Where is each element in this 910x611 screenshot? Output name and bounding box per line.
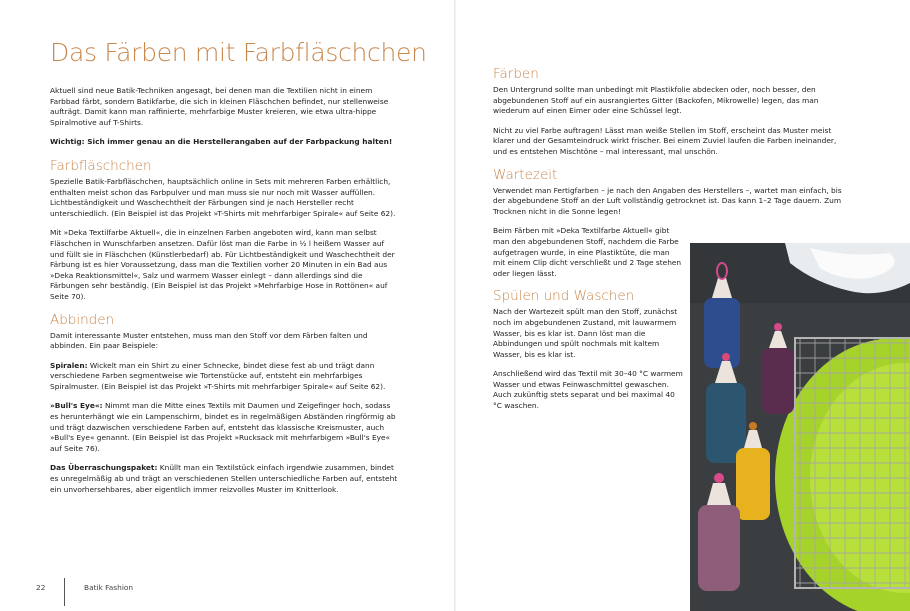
term-spiralen: Spiralen: (50, 360, 88, 370)
page-title: Das Färben mit Farbfläschchen (50, 38, 427, 67)
spuelen-paragraph-2: Anschließend wird das Textil mit 30–40 °C warmem Wasser und etwas Feinwaschmittel gewaschen. Auch zukünftig stets separat und bei maximal 40 °C waschen. (493, 369, 683, 411)
dye-bottles-photo (690, 243, 910, 611)
heading-faerben: Färben (493, 66, 539, 82)
warning-paragraph (50, 137, 398, 148)
term-bulls-eye: »Bull's Eye«: (50, 401, 103, 411)
warning-text: Wichtig: Sich immer genau an die Herstellerangaben auf der Farbpackung halten! (50, 137, 393, 147)
abbinden-intro: Damit interessante Muster entstehen, muss man den Stoff vor dem Färben falten und abbinden. Ein paar Beispiele: (50, 330, 368, 351)
faerben-paragraph-2: Nicht zu viel Farbe auftragen! Lässt man weiße Stellen im Stoff, erscheint das Muster meist klarer und der Gesamteindruck wirkt frischer. Bei einem Zuviel laufen die Farben ineinander, und es entstehen Mischtöne – mal interessant, mal unschön. (493, 125, 837, 156)
text-spiralen: Wickelt man ein Shirt zu einer Schnecke, bindet diese fest ab und trägt dann verschiedene Farben segmentweise wie Tortenstücke auf, entsteht ein mehrfarbiges Spiralmuster. (Ein Beispiel ist das Projekt »T-Shirts mit mehrfarbiger Spirale« auf Seite 62). (50, 360, 386, 391)
page-number: 22 (36, 583, 46, 592)
faerben-paragraph-1: Den Untergrund sollte man unbedingt mit Plastikfolie abdecken oder, noch besser, den abgebundenen Stoff auf ein ausrangiertes Gitter (Backofen, Mikrowelle) legen, das man wiederum auf einen Eimer oder eine Schüssel legt. (493, 85, 819, 116)
text-bulls-eye: Nimmt man die Mitte eines Textils mit Daumen und Zeigefinger hoch, sodass es herunterhängt wie ein Lampenschirm, bindet es in regelmäßigen Abständen ringförmig ab und trägt dazwischen verschiedene Farben auf, entsteht das klassische Kreismuster, auch »Bull's Eye« genannt. (Ein Beispiel ist das Projekt »Rucksack mit mehrfarbigem »Bull's Eye« auf Seite 76). (50, 401, 396, 453)
term-ueberraschung: Das Überraschungspaket: (50, 463, 158, 473)
left-column (50, 86, 398, 504)
abbinden-item-ueberraschung (50, 463, 398, 495)
abbinden-item-spiralen (50, 361, 398, 393)
farbflaeschchen-paragraph-2: Mit »Deka Textilfarbe Aktuell«, die in einzelnen Farben angeboten wird, kann man selbst Fläschchen in Wunschfarben ansetzen. Dafür löst man die Farbe in ½ l heißem Wasser auf und füllt sie in Fläschchen (Künstlerbedarf) ab. Für Lichtbeständigkeit und Waschechtheit der Färbung ist es hier Voraussetzung, dass man die Textilien vorher 20 Minuten in ein Bad aus »Deka Reaktionsmittel«, Salz und warmem Wasser einlegt – dann allerdings sind die Färbungen sehr beständig. (Ein Beispiel ist das Projekt »Mehrfarbige Hose in Rottönen« auf Seite 70). (50, 228, 395, 301)
footer-divider (64, 578, 65, 606)
spuelen-paragraph-1: Nach der Wartezeit spült man den Stoff, zunächst noch im abgebundenen Zustand, mit lauwarmem Wasser, bis es klar ist. Dann löst man die Abbindungen und spült nochmals mit kaltem Wasser, bis es klar ist. (493, 307, 678, 359)
heading-spuelen: Spülen und Waschen (493, 288, 635, 305)
wartezeit-paragraph-1: Verwendet man Fertigfarben – je nach den Angaben des Herstellers –, wartet man einfach, bis der abgebundene Stoff an der Luft vollständig getrocknet ist. Das kann 1–2 Tage dauern. Zum Trocknen nicht in die Sonne legen! (493, 185, 842, 216)
abbinden-item-bulls-eye (50, 401, 398, 454)
heading-farbflaeschchen: Farbfläschchen (50, 157, 152, 174)
intro-paragraph: Aktuell sind neue Batik-Techniken angesagt, bei denen man die Textilien nicht in einem Farbbad färbt, sondern Batikfarbe, die sich in kleinen Fläschchen befindet, nur stellenweise aufträgt. Damit kann man raffinierte, mehrfarbige Muster kreieren, wie etwa ultra-hippe Spiralmotive auf T-Shirts. (50, 86, 389, 127)
heading-abbinden: Abbinden (50, 311, 115, 328)
book-title: Batik Fashion (84, 583, 134, 592)
text-ueberraschung: Knüllt man ein Textilstück einfach irgendwie zusammen, bindet es unregelmäßig ab und trägt an verschiedenen Stellen unterschiedliche Farben auf, entsteht ein unvorhersehbares, aber eigentlich immer reizvolles Muster im Knitterlook. (50, 463, 398, 494)
farbflaeschchen-paragraph-1: Spezielle Batik-Farbfläschchen, hauptsächlich online in Sets mit mehreren Farben erhältlich, enthalten meist schon das Farbpulver und man muss sie nur noch mit Wasser auffüllen. Lichtbeständigkeit und Waschechtheit der Färbungen sind je nach Hersteller recht unterschiedlich. (Ein Beispiel ist das Projekt »T-Shirts mit mehrfarbiger Spirale« auf Seite 62). (50, 176, 396, 218)
wartezeit-paragraph-2: Beim Färben mit »Deka Textilfarbe Aktuell« gibt man den abgebundenen Stoff, nachdem die Farbe aufgetragen wurde, in eine Plastiktüte, die man mit einem Clip dicht verschließt und 2 Tage stehen oder liegen lässt. (493, 226, 682, 278)
photo-illustration (690, 243, 910, 611)
heading-wartezeit: Wartezeit (493, 166, 558, 183)
